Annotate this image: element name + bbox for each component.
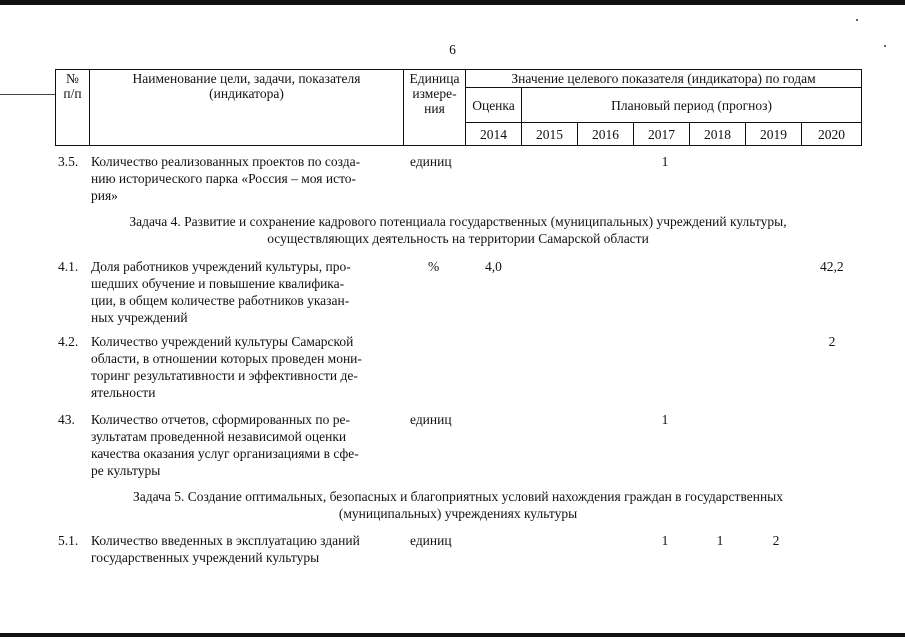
row-number: 43. xyxy=(58,412,75,427)
indicator-name: Количество реализованных проектов по созда- нию исторического парка «Россия – моя исто- рия» xyxy=(91,154,361,203)
header-col-value: Значение целевого показателя (индикатора) по годам xyxy=(466,70,862,88)
page-number: 6 xyxy=(449,42,456,57)
header-year: 2018 xyxy=(690,123,746,146)
indicator-unit: % xyxy=(428,259,440,274)
scan-border-bottom xyxy=(0,633,905,637)
row-number: 3.5. xyxy=(58,154,79,169)
scan-artifact-line xyxy=(0,94,56,95)
header-col-number: № п/п xyxy=(56,70,90,146)
header-col-estimate: Оценка xyxy=(466,88,522,123)
indicator-name: Количество учреждений культуры Самарской области, в отношении которых проведен мони- торинг результативности и эффективности де- ятельности xyxy=(91,334,362,400)
indicator-value: 1 xyxy=(661,154,669,169)
scan-border-top xyxy=(0,0,905,5)
indicator-table-header xyxy=(55,69,862,146)
indicator-unit: единиц xyxy=(410,533,452,548)
task-heading: Задача 4. Развитие и сохранение кадрового потенциала государственных (муниципальных) учреждений культуры, осуществляющих деятельность на территории Самарской области xyxy=(129,214,787,246)
indicator-value: 2 xyxy=(772,533,780,548)
header-col-plan: Плановый период (прогноз) xyxy=(522,88,862,123)
scan-speck xyxy=(856,19,858,21)
indicator-value: 42,2 xyxy=(820,259,844,274)
header-year: 2019 xyxy=(746,123,802,146)
indicator-name: Количество введенных в эксплуатацию зданий государственных учреждений культуры xyxy=(91,533,360,565)
header-col-name: Наименование цели, задачи, показателя (индикатора) xyxy=(90,70,404,146)
row-number: 4.1. xyxy=(58,259,79,274)
row-number: 5.1. xyxy=(58,533,79,548)
indicator-name: Доля работников учреждений культуры, про- шедших обучение и повышение квалифика- ции, в общем количестве работников указан- ных учреждений xyxy=(91,259,351,325)
indicator-unit: единиц xyxy=(410,412,452,427)
indicator-value: 1 xyxy=(716,533,724,548)
indicator-value: 1 xyxy=(661,533,669,548)
indicator-unit: единиц xyxy=(410,154,452,169)
header-year: 2020 xyxy=(802,123,862,146)
indicator-name: Количество отчетов, сформированных по ре- зультатам проведенной независимой оценки качества оказания услуг организациями в сфе- ре культуры xyxy=(91,412,359,478)
row-number: 4.2. xyxy=(58,334,79,349)
header-col-unit: Единица измере- ния xyxy=(404,70,466,146)
indicator-value: 1 xyxy=(661,412,669,427)
indicator-value: 4,0 xyxy=(485,259,502,274)
task-heading: Задача 5. Создание оптимальных, безопасных и благоприятных условий нахождения граждан в государственных (муниципальных) учреждениях культуры xyxy=(132,489,783,521)
header-year: 2014 xyxy=(466,123,522,146)
header-year: 2016 xyxy=(578,123,634,146)
header-year: 2015 xyxy=(522,123,578,146)
header-year: 2017 xyxy=(634,123,690,146)
indicator-value: 2 xyxy=(828,334,836,349)
